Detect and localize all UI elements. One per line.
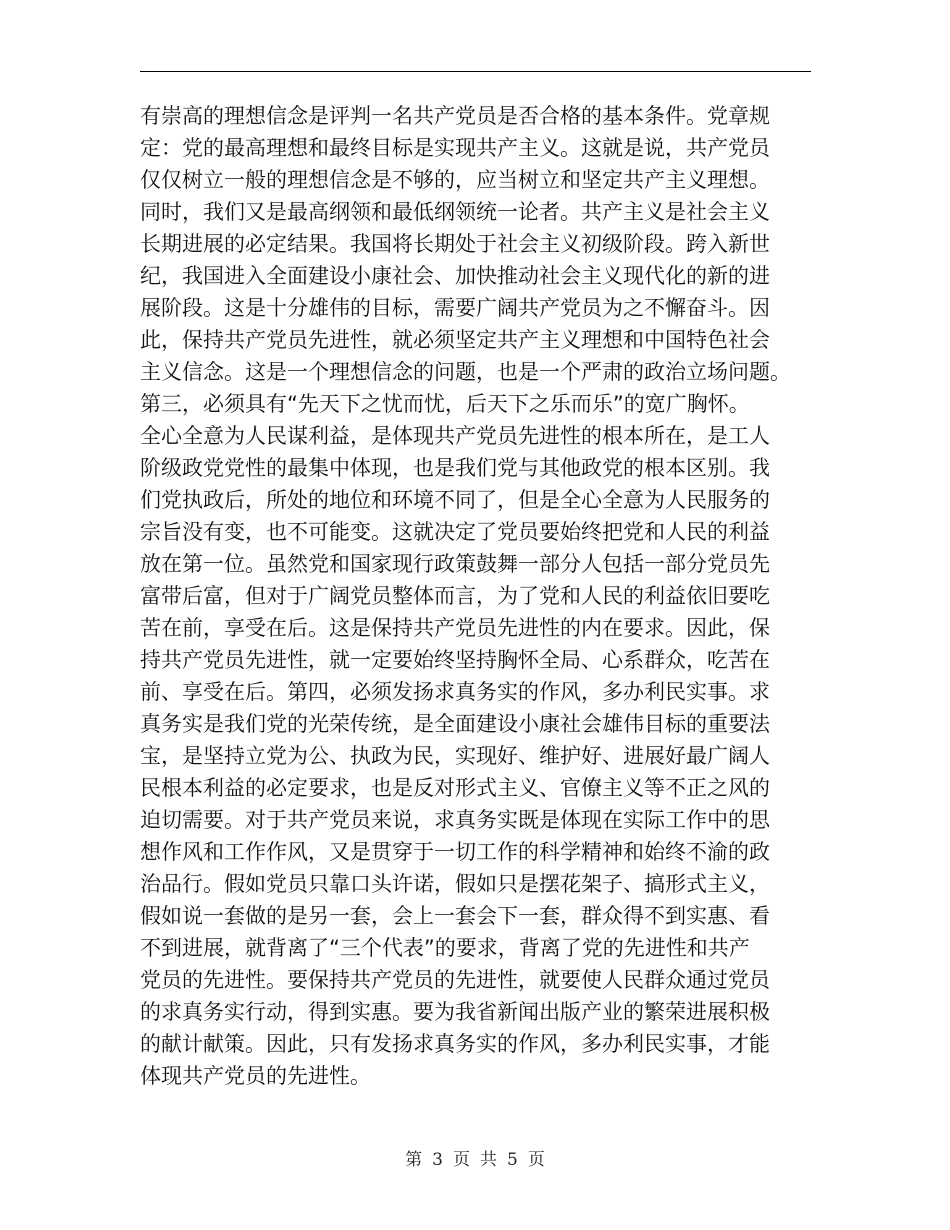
- text-line: 富带后富，但对于广阔党员整体而言，为了党和人民的利益依旧要吃: [140, 584, 770, 608]
- text-line: 长期进展的必定结果。我国将长期处于社会主义初级阶段。跨入新世: [140, 232, 770, 256]
- text-line: 有崇高的理想信念是评判一名共产党员是否合格的基本条件。党章规: [140, 104, 770, 128]
- text-line: 治品行。假如党员只靠口头许诺，假如只是摆花架子、搞形式主义，: [140, 872, 770, 896]
- text-line: 纪，我国进入全面建设小康社会、加快推动社会主义现代化的新的进: [140, 264, 770, 288]
- text-line: 不到进展，就背离了“三个代表”的要求，背离了党的先进性和共产: [140, 936, 750, 960]
- text-line: 体现共产党员的先进性。: [140, 1064, 371, 1088]
- page-label: 第: [405, 1150, 423, 1170]
- header-rule: [140, 71, 811, 72]
- text-line: 宗旨没有变，也不可能变。这就决定了党员要始终把党和人民的利益: [140, 520, 770, 544]
- text-line: 真务实是我们党的光荣传统，是全面建设小康社会雄伟目标的重要法: [140, 712, 770, 736]
- text-line: 迫切需要。对于共产党员来说，求真务实既是体现在实际工作中的思: [140, 808, 770, 832]
- total-unit: 页: [527, 1150, 545, 1170]
- text-line: 假如说一套做的是另一套，会上一套会下一套，群众得不到实惠、看: [140, 904, 770, 928]
- text-line: 党员的先进性。要保持共产党员的先进性，就要使人民群众通过党员: [140, 968, 770, 992]
- total-label: 共: [480, 1150, 497, 1170]
- text-line: 同时，我们又是最高纲领和最低纲领统一论者。共产主义是社会主义: [140, 200, 770, 224]
- text-line: 们党执政后，所处的地位和环境不同了，但是全心全意为人民服务的: [140, 488, 770, 512]
- text-line: 仅仅树立一般的理想信念是不够的，应当树立和坚定共产主义理想。: [140, 168, 770, 192]
- text-line: 放在第一位。虽然党和国家现行政策鼓舞一部分人包括一部分党员先: [140, 552, 770, 576]
- page-footer: [0, 1148, 950, 1172]
- current-page-number: 3: [432, 1150, 443, 1170]
- text-line: 定：党的最高理想和最终目标是实现共产主义。这就是说，共产党员: [140, 136, 770, 160]
- text-line: 第三，必须具有“先天下之忧而忧，后天下之乐而乐”的宽广胸怀。: [140, 392, 750, 416]
- text-line: 宝，是坚持立党为公、执政为民，实现好、维护好、进展好最广阔人: [140, 744, 770, 768]
- text-line: 主义信念。这是一个理想信念的问题，也是一个严肃的政治立场问题。: [140, 360, 791, 384]
- body-text: [140, 100, 820, 1092]
- text-line: 阶级政党党性的最集中体现，也是我们党与其他政党的根本区别。我: [140, 456, 770, 480]
- text-line: 展阶段。这是十分雄伟的目标，需要广阔共产党员为之不懈奋斗。因: [140, 296, 770, 320]
- page-unit: 页: [453, 1150, 470, 1170]
- text-line: 持共产党员先进性，就一定要始终坚持胸怀全局、心系群众，吃苦在: [140, 648, 770, 672]
- text-line: 此，保持共产党员先进性，就必须坚定共产主义理想和中国特色社会: [140, 328, 770, 352]
- text-line: 前、享受在后。第四，必须发扬求真务实的作风，多办利民实事。求: [140, 680, 770, 704]
- total-pages-number: 5: [507, 1150, 518, 1170]
- text-line: 苦在前，享受在后。这是保持共产党员先进性的内在要求。因此，保: [140, 616, 770, 640]
- text-line: 的求真务实行动，得到实惠。要为我省新闻出版产业的繁荣进展积极: [140, 1000, 770, 1024]
- text-line: 想作风和工作作风，又是贯穿于一切工作的科学精神和始终不渝的政: [140, 840, 770, 864]
- text-line: 民根本利益的必定要求，也是反对形式主义、官僚主义等不正之风的: [140, 776, 770, 800]
- text-line: 全心全意为人民谋利益，是体现共产党员先进性的根本所在，是工人: [140, 424, 770, 448]
- text-line: 的献计献策。因此，只有发扬求真务实的作风，多办利民实事，才能: [140, 1032, 770, 1056]
